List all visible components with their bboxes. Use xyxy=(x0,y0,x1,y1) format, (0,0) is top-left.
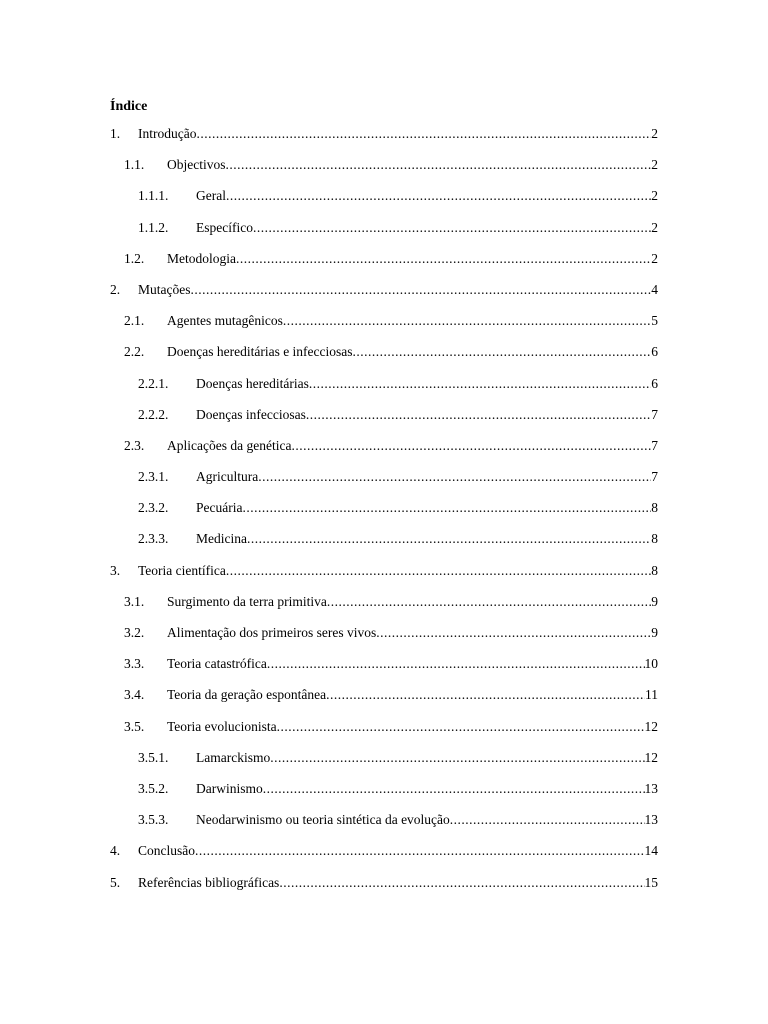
toc-entry[interactable] xyxy=(0,623,768,654)
toc-entry-line xyxy=(196,374,658,394)
toc-dot-leader xyxy=(190,280,651,300)
toc-entry-text[interactable]: Doenças hereditárias xyxy=(196,375,309,391)
toc-dot-leader xyxy=(267,654,645,674)
toc-entry[interactable] xyxy=(0,124,768,155)
toc-entry-page-number: 12 xyxy=(644,749,658,765)
toc-entry-number: 3. xyxy=(110,562,121,578)
toc-entry-text[interactable]: Agricultura xyxy=(196,469,259,485)
toc-dot-leader xyxy=(242,498,651,518)
toc-title: Índice xyxy=(110,99,148,114)
toc-entry[interactable] xyxy=(0,592,768,623)
toc-entry-line xyxy=(196,748,658,768)
toc-entry-page-number: 6 xyxy=(651,375,658,391)
toc-dot-leader xyxy=(306,405,651,425)
toc-dot-leader xyxy=(376,623,651,643)
toc-dot-leader xyxy=(196,124,651,144)
toc-entry[interactable] xyxy=(0,748,768,779)
toc-dot-leader xyxy=(279,873,644,893)
toc-entry-text[interactable]: Pecuária xyxy=(196,500,243,516)
toc-entry-text[interactable]: Neodarwinismo ou teoria sintética da evolução xyxy=(196,812,450,828)
toc-entry-line xyxy=(167,342,658,362)
toc-entry-text[interactable]: Referências bibliográficas xyxy=(138,874,280,890)
toc-entry-text[interactable]: Objectivos xyxy=(167,157,226,173)
toc-dot-leader xyxy=(309,374,651,394)
toc-entry[interactable] xyxy=(0,529,768,560)
toc-entry-page-number: 14 xyxy=(644,843,658,859)
toc-entry-number: 1.1. xyxy=(124,157,145,173)
toc-entry-text[interactable]: Lamarckismo xyxy=(196,749,271,765)
toc-dot-leader xyxy=(283,311,651,331)
toc-dot-leader xyxy=(263,779,645,799)
toc-entry-text[interactable]: Teoria catastrófica xyxy=(167,656,267,672)
toc-entry-text[interactable]: Doenças infecciosas xyxy=(196,406,306,422)
toc-entry-number: 2.3.1. xyxy=(138,469,169,485)
toc-entry-text[interactable]: Específico xyxy=(196,219,253,235)
toc-entry[interactable] xyxy=(0,186,768,217)
toc-entry-page-number: 8 xyxy=(651,562,658,578)
toc-entry[interactable] xyxy=(0,654,768,685)
toc-dot-leader xyxy=(258,467,651,487)
toc-entry-line xyxy=(167,311,658,331)
toc-dot-leader xyxy=(195,841,645,861)
toc-entry[interactable] xyxy=(0,436,768,467)
toc-entry[interactable] xyxy=(0,280,768,311)
toc-dot-leader xyxy=(327,592,651,612)
toc-dot-leader xyxy=(253,218,651,238)
toc-entry-page-number: 12 xyxy=(644,718,658,734)
toc-entry[interactable] xyxy=(0,685,768,716)
toc-entry-page-number: 15 xyxy=(644,874,658,890)
toc-entry-text[interactable]: Surgimento da terra primitiva xyxy=(167,593,327,609)
toc-entry-text[interactable]: Aplicações da genética xyxy=(167,437,292,453)
toc-entry[interactable] xyxy=(0,873,768,904)
table-of-contents xyxy=(0,124,768,904)
toc-dot-leader xyxy=(450,810,645,830)
toc-entry-number: 1.1.1. xyxy=(138,188,169,204)
toc-entry-number: 2.2.2. xyxy=(138,406,169,422)
toc-entry-text[interactable]: Mutações xyxy=(138,281,191,297)
toc-entry-page-number: 4 xyxy=(651,281,658,297)
toc-entry[interactable] xyxy=(0,405,768,436)
toc-entry-line xyxy=(196,779,658,799)
toc-entry-number: 5. xyxy=(110,874,121,890)
toc-entry-page-number: 2 xyxy=(651,250,658,266)
toc-entry-text[interactable]: Geral xyxy=(196,188,226,204)
toc-entry-line xyxy=(196,405,658,425)
toc-entry-line xyxy=(167,654,658,674)
toc-entry[interactable] xyxy=(0,779,768,810)
toc-entry-line xyxy=(196,810,658,830)
toc-entry-number: 3.1. xyxy=(124,593,145,609)
toc-entry[interactable] xyxy=(0,717,768,748)
toc-entry-number: 3.5.2. xyxy=(138,780,169,796)
toc-entry-text[interactable]: Conclusão xyxy=(138,843,195,859)
toc-entry[interactable] xyxy=(0,311,768,342)
toc-entry-page-number: 11 xyxy=(645,687,658,703)
toc-entry-number: 4. xyxy=(110,843,121,859)
toc-entry-text[interactable]: Teoria da geração espontânea xyxy=(167,687,327,703)
toc-entry-number: 3.5. xyxy=(124,718,145,734)
toc-entry-text[interactable]: Doenças hereditárias e infecciosas xyxy=(167,344,353,360)
toc-entry-page-number: 7 xyxy=(651,469,658,485)
toc-entry-line xyxy=(196,186,658,206)
toc-entry-page-number: 5 xyxy=(651,313,658,329)
toc-entry[interactable] xyxy=(0,155,768,186)
toc-entry-number: 2.3.2. xyxy=(138,500,169,516)
toc-entry[interactable] xyxy=(0,561,768,592)
toc-dot-leader xyxy=(226,186,651,206)
toc-entry-number: 2.3.3. xyxy=(138,531,169,547)
toc-entry-text[interactable]: Introdução xyxy=(138,126,197,141)
toc-entry-text[interactable]: Metodologia xyxy=(167,250,236,266)
toc-dot-leader xyxy=(353,342,652,362)
toc-entry-number: 3.4. xyxy=(124,687,145,703)
toc-entry-line xyxy=(138,561,658,581)
toc-entry-line xyxy=(167,436,658,456)
toc-entry-number: 1.2. xyxy=(124,250,145,266)
toc-entry-page-number: 2 xyxy=(651,126,658,141)
toc-entry-page-number: 2 xyxy=(651,219,658,235)
toc-entry-number: 3.3. xyxy=(124,656,145,672)
toc-entry-line xyxy=(138,841,658,861)
toc-dot-leader xyxy=(226,155,652,175)
toc-entry-line xyxy=(196,498,658,518)
toc-entry-line xyxy=(196,218,658,238)
toc-entry-line xyxy=(138,280,658,300)
toc-entry-text[interactable]: Medicina xyxy=(196,531,247,547)
toc-entry-number: 2.2.1. xyxy=(138,375,169,391)
toc-dot-leader xyxy=(291,436,651,456)
toc-entry[interactable] xyxy=(0,249,768,280)
toc-entry-text[interactable]: Alimentação dos primeiros seres vivos xyxy=(167,625,377,640)
toc-entry[interactable] xyxy=(0,467,768,498)
toc-entry-page-number: 10 xyxy=(644,656,658,672)
toc-entry-text[interactable]: Agentes mutagênicos xyxy=(167,313,283,329)
toc-dot-leader xyxy=(247,529,651,549)
toc-entry-number: 1. xyxy=(110,126,121,141)
toc-entry-number: 2.3. xyxy=(124,437,145,453)
toc-entry-line xyxy=(167,717,658,737)
toc-entry-number: 1.1.2. xyxy=(138,219,169,235)
toc-entry-line xyxy=(167,155,658,175)
toc-entry-line xyxy=(167,685,658,705)
toc-entry[interactable] xyxy=(0,374,768,405)
toc-entry-number: 3.5.1. xyxy=(138,749,169,765)
toc-entry-text[interactable]: Teoria evolucionista xyxy=(167,718,277,734)
toc-entry-page-number: 8 xyxy=(651,531,658,547)
toc-entry-text[interactable]: Teoria científica xyxy=(138,562,226,578)
toc-entry-number: 2.2. xyxy=(124,344,145,360)
toc-entry-number: 3.5.3. xyxy=(138,812,169,828)
toc-entry-line xyxy=(196,529,658,549)
toc-entry[interactable] xyxy=(0,218,768,249)
toc-entry-line xyxy=(167,592,658,612)
toc-dot-leader xyxy=(277,717,645,737)
toc-dot-leader xyxy=(326,685,645,705)
toc-entry-number: 2. xyxy=(110,281,121,297)
toc-entry-page-number: 7 xyxy=(651,406,658,422)
toc-entry-line xyxy=(138,124,658,144)
toc-entry[interactable] xyxy=(0,342,768,373)
toc-dot-leader xyxy=(226,561,651,581)
toc-entry-page-number: 9 xyxy=(651,593,658,609)
toc-entry-page-number: 6 xyxy=(651,344,658,360)
toc-entry-page-number: 8 xyxy=(651,500,658,516)
toc-entry-number: 2.1. xyxy=(124,313,145,329)
toc-entry-page-number: 2 xyxy=(651,157,658,173)
toc-entry-line xyxy=(196,467,658,487)
toc-entry-line xyxy=(167,249,658,269)
toc-entry-page-number: 13 xyxy=(644,780,658,796)
toc-dot-leader xyxy=(236,249,651,269)
toc-dot-leader xyxy=(270,748,644,768)
toc-entry-number: 3.2. xyxy=(124,625,145,640)
toc-entry[interactable] xyxy=(0,841,768,872)
toc-entry-page-number: 2 xyxy=(651,188,658,204)
toc-entry-text[interactable]: Darwinismo xyxy=(196,780,263,796)
toc-entry-page-number: 13 xyxy=(644,812,658,828)
toc-entry-page-number: 9 xyxy=(651,625,658,640)
toc-entry[interactable] xyxy=(0,498,768,529)
toc-entry-page-number: 7 xyxy=(651,437,658,453)
toc-entry[interactable] xyxy=(0,810,768,841)
toc-entry-line xyxy=(138,873,658,893)
toc-entry-line xyxy=(167,623,658,643)
